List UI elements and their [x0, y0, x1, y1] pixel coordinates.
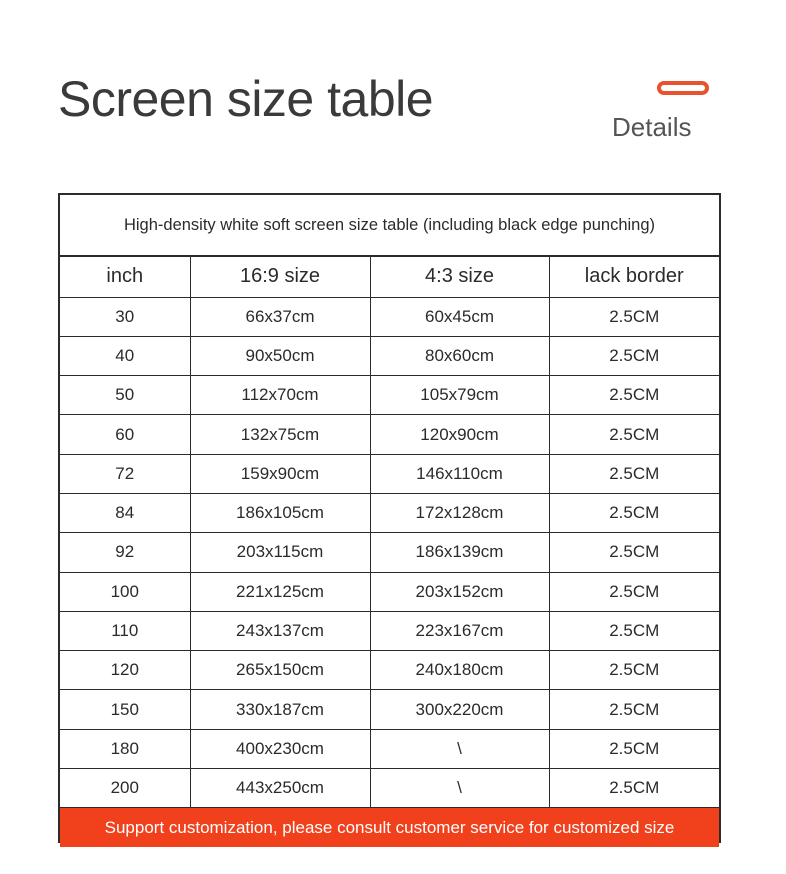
header-lack-border: lack border	[549, 257, 719, 297]
cell-lack-border: 2.5CM	[549, 415, 719, 454]
table-row	[60, 415, 719, 454]
table-row	[60, 611, 719, 650]
cell-16-9-size: 90x50cm	[190, 336, 370, 375]
cell-inch: 150	[60, 690, 190, 729]
cell-inch: 84	[60, 493, 190, 532]
cell-16-9-size: 330x187cm	[190, 690, 370, 729]
details-pill-icon	[657, 81, 709, 95]
size-table	[58, 193, 721, 843]
cell-lack-border: 2.5CM	[549, 651, 719, 690]
cell-4-3-size: 80x60cm	[370, 336, 549, 375]
cell-16-9-size: 203x115cm	[190, 533, 370, 572]
size-grid	[60, 257, 719, 808]
cell-4-3-size: 203x152cm	[370, 572, 549, 611]
cell-16-9-size: 159x90cm	[190, 454, 370, 493]
cell-lack-border: 2.5CM	[549, 611, 719, 650]
cell-lack-border: 2.5CM	[549, 493, 719, 532]
table-row	[60, 651, 719, 690]
cell-inch: 200	[60, 769, 190, 808]
cell-inch: 72	[60, 454, 190, 493]
cell-lack-border: 2.5CM	[549, 533, 719, 572]
cell-inch: 40	[60, 336, 190, 375]
cell-lack-border: 2.5CM	[549, 297, 719, 336]
header-16-9-size: 16:9 size	[190, 257, 370, 297]
table-row	[60, 572, 719, 611]
cell-4-3-size: 240x180cm	[370, 651, 549, 690]
cell-4-3-size: 186x139cm	[370, 533, 549, 572]
cell-16-9-size: 221x125cm	[190, 572, 370, 611]
cell-4-3-size: 172x128cm	[370, 493, 549, 532]
cell-16-9-size: 186x105cm	[190, 493, 370, 532]
details-label: Details	[612, 112, 692, 142]
table-row	[60, 454, 719, 493]
table-row	[60, 297, 719, 336]
cell-inch: 30	[60, 297, 190, 336]
cell-16-9-size: 265x150cm	[190, 651, 370, 690]
table-row	[60, 533, 719, 572]
cell-inch: 120	[60, 651, 190, 690]
table-row	[60, 729, 719, 768]
cell-inch: 110	[60, 611, 190, 650]
cell-4-3-size: 223x167cm	[370, 611, 549, 650]
cell-lack-border: 2.5CM	[549, 376, 719, 415]
cell-4-3-size: 300x220cm	[370, 690, 549, 729]
cell-4-3-size: \	[370, 769, 549, 808]
cell-16-9-size: 400x230cm	[190, 729, 370, 768]
table-row	[60, 690, 719, 729]
cell-inch: 50	[60, 376, 190, 415]
table-row	[60, 769, 719, 808]
cell-4-3-size: 60x45cm	[370, 297, 549, 336]
cell-inch: 100	[60, 572, 190, 611]
cell-lack-border: 2.5CM	[549, 729, 719, 768]
table-row	[60, 336, 719, 375]
cell-lack-border: 2.5CM	[549, 336, 719, 375]
cell-lack-border: 2.5CM	[549, 572, 719, 611]
cell-16-9-size: 443x250cm	[190, 769, 370, 808]
header-row	[60, 257, 719, 297]
cell-16-9-size: 112x70cm	[190, 376, 370, 415]
header-inch: inch	[60, 257, 190, 297]
cell-4-3-size: 105x79cm	[370, 376, 549, 415]
cell-inch: 60	[60, 415, 190, 454]
cell-4-3-size: \	[370, 729, 549, 768]
table-row	[60, 376, 719, 415]
cell-4-3-size: 146x110cm	[370, 454, 549, 493]
cell-4-3-size: 120x90cm	[370, 415, 549, 454]
cell-inch: 92	[60, 533, 190, 572]
customization-banner: Support customization, please consult customer service for customized size	[60, 808, 719, 847]
page-title: Screen size table	[58, 71, 434, 127]
cell-lack-border: 2.5CM	[549, 769, 719, 808]
cell-16-9-size: 132x75cm	[190, 415, 370, 454]
header-4-3-size: 4:3 size	[370, 257, 549, 297]
cell-lack-border: 2.5CM	[549, 690, 719, 729]
cell-lack-border: 2.5CM	[549, 454, 719, 493]
table-row	[60, 493, 719, 532]
cell-inch: 180	[60, 729, 190, 768]
cell-16-9-size: 66x37cm	[190, 297, 370, 336]
table-caption: High-density white soft screen size table (including black edge punching)	[60, 195, 719, 257]
cell-16-9-size: 243x137cm	[190, 611, 370, 650]
